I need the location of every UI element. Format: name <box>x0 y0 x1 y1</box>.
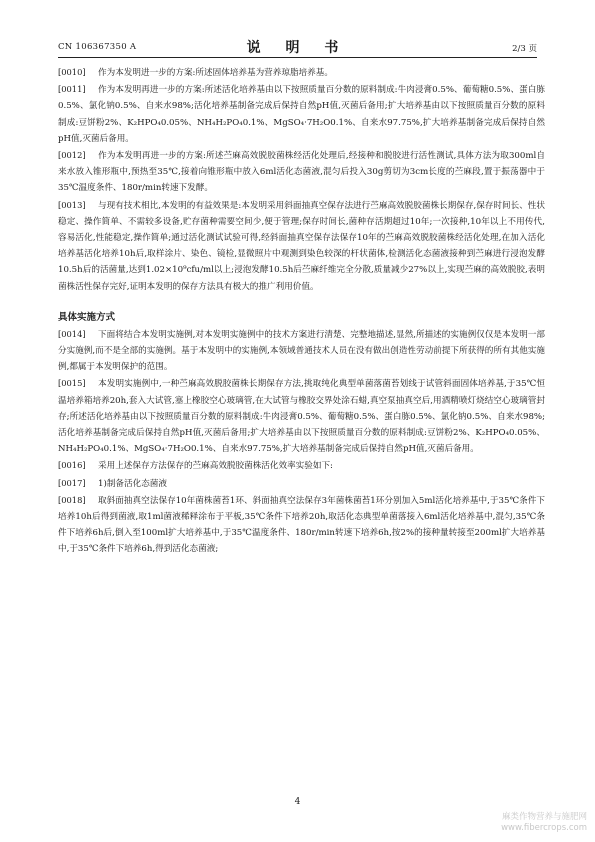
paragraph-group-bottom <box>58 326 545 558</box>
paragraph <box>58 64 545 81</box>
document-body <box>58 64 545 558</box>
paragraph <box>58 326 545 376</box>
publication-number: CN 106367350 A <box>58 42 137 52</box>
paragraph-number: [0015] <box>58 378 86 389</box>
paragraph <box>58 375 545 457</box>
paragraph-group-top <box>58 64 545 295</box>
paragraph <box>58 492 545 558</box>
page-info: 2/3 页 <box>512 44 537 54</box>
paragraph-text: 取斜面抽真空法保存10年菌株菌苔1环、斜面抽真空法保存3年菌株菌苔1环分别加入5ml活化培养基中,于35℃条件下培养10h后得到菌液,取1ml菌液稀释涂布于平板,35℃条件下培养20h,取活化态典型单菌落接入6ml活化培养基中,混匀,35℃条件下培养6h后,倒入至100ml扩大培养基中,于35℃温度条件、180r/min转速下培养6h,按2%的接种量转接至200ml扩大培养基中,于35℃条件下培养6h,得到活化态菌液; <box>58 495 545 555</box>
paragraph-text: 与现有技术相比,本发明的有益效果是:本发明采用斜面抽真空保存法进行苎麻高效脱胶菌株长期保存,保存时间长、性状稳定、操作简单、不需较多设备,贮存菌种需要空间少,便于管理;保存时间长,菌种存活期超过10年;一次接种,10年以上不用传代,容易活化,性能稳定,操作简单;通过活化测试试验可得,经斜面抽真空保存法保存10年的苎麻高效脱胶菌株经活化处理,在加入活化培养基活化培养10h后,取样涂片、染色、镜检,显微照片中观测到染色较深的杆状菌体,检测活化态菌液接种到苎麻进行浸泡发酵10.5h后的活菌量,达到1.02×10⁹cfu/ml以上;浸泡发酵10.5h后苎麻纤维完全分散,质量减少27%以上,实现苎麻的高效脱胶,表明菌株活性保存完好,证明本发明的保存方法具有极大的推广利用价值。 <box>58 200 545 292</box>
page-header <box>58 37 537 58</box>
paragraph-text: 作为本发明进一步的方案:所述固体培养基为营养琼脂培养基。 <box>98 68 333 78</box>
paragraph-number: [0017] <box>58 477 86 488</box>
watermark <box>501 812 587 834</box>
watermark-url: www.fibercrops.com <box>501 823 587 833</box>
paragraph-text: 作为本发明再进一步的方案:所述活化培养基由以下按照质量百分数的原料制成:牛肉浸膏0.5%、葡萄糖0.5%、蛋白胨0.5%、氯化钠0.5%、自来水98%;活化培养基制备完成后保持自然pH值,灭菌后备用;扩大培养基由以下按照质量百分数的原料制成:豆饼粉2%、K₂HPO₄0.05%、NH₄H₂PO₄0.1%、MgSO₄·7H₂O0.1%、自来水97.75%,扩大培养基制备完成后保持自然pH值,灭菌后备用。 <box>58 85 545 144</box>
paragraph-number: [0010] <box>58 67 86 77</box>
page-number: 4 <box>294 797 301 807</box>
paragraph-text: 下面将结合本发明实施例,对本发明实施例中的技术方案进行清楚、完整地描述,显然,所描述的实施例仅仅是本发明一部分实施例,而不是全部的实施例。基于本发明中的实施例,本领域普通技术人员在没有做出创造性劳动前提下所获得的所有其他实施例,都属于本发明保护的范围。 <box>58 329 545 373</box>
paragraph-number: [0014] <box>58 328 86 339</box>
paragraph <box>58 197 545 295</box>
paragraph-text: 采用上述保存方法保存的苎麻高效脱胶菌株活化效率实验如下: <box>98 461 333 472</box>
section-heading: 具体实施方式 <box>58 311 116 323</box>
paragraph-text: 本发明实施例中,一种苎麻高效脱胶菌株长期保存方法,挑取纯化典型单菌落菌苔划线于试管斜面固体培养基,于35℃恒温培养箱培养20h,套入大试管,塞上橡胶空心玻璃管,在大试管与橡胶交界处涂石蜡,真空泵抽真空后,用酒精喷灯烧结空心玻璃管封存;所述活化培养基由以下按照质量百分数的原料制成:牛肉浸膏0.5%、葡萄糖0.5%、蛋白胨0.5%、氯化钠0.5%、自来水98%;活化培养基制备完成后保持自然pH值,灭菌后备用;扩大培养基由以下按照质量百分数的原料制成:豆饼粉2%、K₂HPO₄0.05%、NH₄H₂PO₄0.1%、MgSO₄·7H₂O0.1%、自来水97.75%,扩大培养基制备完成后保持自然pH值,灭菌后备用。 <box>58 379 545 455</box>
document-title: 说 明 书 <box>246 40 349 56</box>
paragraph <box>58 475 545 492</box>
paragraph-text: 1)制备活化态菌液 <box>98 478 167 489</box>
paragraph <box>58 81 545 147</box>
paragraph <box>58 457 545 474</box>
paragraph <box>58 147 545 197</box>
paragraph-number: [0011] <box>58 84 86 95</box>
paragraph-number: [0012] <box>58 150 86 161</box>
paragraph-number: [0018] <box>58 494 86 505</box>
paragraph-number: [0016] <box>58 460 86 471</box>
paragraph-text: 作为本发明再进一步的方案:所述苎麻高效脱胶菌株经活化处理后,经接种和脱胶进行活性测试,具体方法为取300ml自来水放入锥形瓶中,预热至35℃,接着向锥形瓶中放入6ml活化态菌液,混匀后投入30g剪切为3cm长度的苎麻段,置于振荡器中于35℃温度条件、180r/min转速下发酵。 <box>58 151 545 194</box>
watermark-site-name: 麻类作物营养与施肥网 <box>501 812 587 822</box>
paragraph-number: [0013] <box>58 199 86 210</box>
